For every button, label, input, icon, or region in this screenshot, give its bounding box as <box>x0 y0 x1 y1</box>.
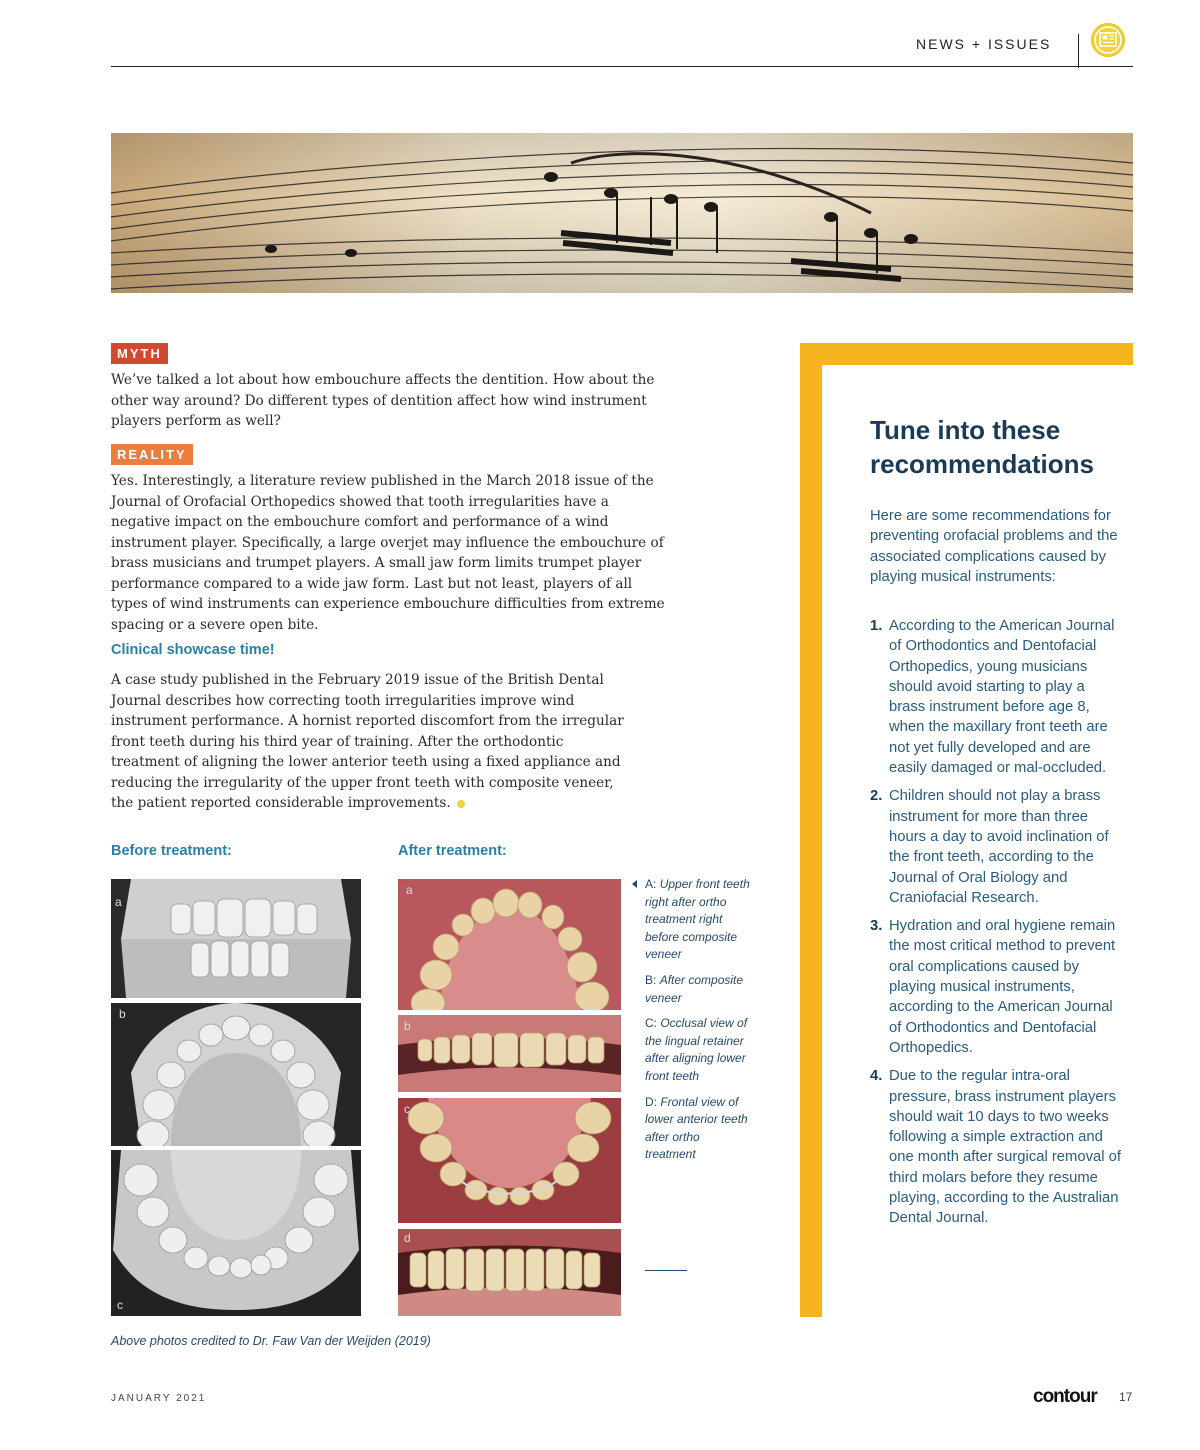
photo-letter: d <box>404 1231 411 1245</box>
page-number: 17 <box>1119 1390 1133 1404</box>
after-photo-a <box>398 879 621 1010</box>
photo-letter: a <box>115 895 122 909</box>
sidebar-intro: Here are some recommendations for preventing orofacial problems and the associated complications caused by playing musical instruments: <box>870 508 1118 585</box>
header-divider <box>1078 34 1079 68</box>
list-item: 2. Children should not play a brass instrument for more than three hours a day to avoid inclination of the front teeth, according to the Journal of Oral Biology and Craniofacial Research. <box>870 788 1109 906</box>
after-photo-b <box>398 1015 621 1092</box>
caret-left-icon <box>632 880 637 888</box>
photo-letter: b <box>404 1019 411 1033</box>
sidebar-accent-top <box>800 343 1133 365</box>
before-treatment-title: Before treatment: <box>111 843 232 859</box>
contour-logo: contour <box>1033 1386 1097 1407</box>
photo-letter: a <box>406 883 413 897</box>
footer-date: JANUARY 2021 <box>111 1393 207 1404</box>
photo-letter: b <box>119 1007 126 1021</box>
after-photo-d <box>398 1229 621 1316</box>
caption-a: A: Upper front teeth right after ortho treatment right before composite veneer <box>645 877 750 962</box>
caption-b: B: After composite veneer <box>645 972 744 1005</box>
caption-rule <box>645 1270 687 1271</box>
before-photo-a <box>111 879 361 998</box>
list-item: 1. According to the American Journal of Orthodontics and Dentofacial Orthopedics, young musicians should avoid starting to play a brass instrument before age 8, when the maxillary front teeth are not yet fully developed and are easily damaged or mal-occluded. <box>870 618 1115 777</box>
photo-letter: c <box>404 1102 410 1116</box>
section-label: NEWS + ISSUES <box>916 36 1052 52</box>
sidebar-title: Tune into these recommendations <box>870 415 1094 479</box>
showcase-title: Clinical showcase time! <box>111 642 275 658</box>
photo-captions <box>633 876 753 1172</box>
sidebar-accent-left <box>800 343 822 1317</box>
reality-label: REALITY <box>111 444 193 465</box>
before-photo-b <box>111 1003 361 1146</box>
photo-letter: c <box>117 1298 123 1312</box>
list-item: 4. Due to the regular intra-oral pressure, brass instrument players should wait 10 days to two weeks following a simple extraction and one month after surgical removal of third molars before they resume playing, according to the Australian Dental Journal. <box>870 1068 1121 1227</box>
newspaper-icon <box>1090 22 1126 58</box>
after-treatment-title: After treatment: <box>398 843 507 859</box>
header-rule <box>111 66 1133 67</box>
showcase-body: A case study published in the February 2019 issue of the British Dental Journal describes how correcting tooth irregularities improve wind instrument performance. A hornist reported discomfort from the irregular front teeth during his third year of training. After the orthodontic treatment of aligning the lower anterior teeth using a fixed appliance and reducing the irregularity of the upper front teeth with composite veneer, the patient reported considerable improvements. <box>111 672 624 811</box>
caption-c: C: Occlusal view of the lingual retainer after aligning lower front teeth <box>645 1016 748 1083</box>
end-dot-icon <box>457 800 465 808</box>
before-photo-c <box>111 1150 361 1316</box>
showcase-text <box>111 670 631 814</box>
recommendations-list <box>870 616 1125 1237</box>
caption-d: D: Frontal view of lower anterior teeth after ortho treatment <box>645 1094 748 1162</box>
after-photo-c <box>398 1098 621 1223</box>
photo-credit: Above photos credited to Dr. Faw Van der Weijden (2019) <box>111 1334 431 1348</box>
list-item: 3. Hydration and oral hygiene remain the most critical method to prevent oral complications caused by playing musical instruments, according to the American Journal of Orthodontics and Dentofacial Orthopedics. <box>870 918 1116 1056</box>
myth-label: MYTH <box>111 343 168 364</box>
reality-text: Yes. Interestingly, a literature review published in the March 2018 issue of the Journal of Orofacial Orthopedics showed that tooth irregularities have a negative impact on the embouchure comfort and performance of a wind instrument player. Specifically, a large overjet may influence the embouchure of brass musicians and trumpet players. A small jaw form limits trumpet player performance compared to a wide jaw form. Last but not least, players of all types of wind instruments can experience embouchure difficulties from extreme spacing or a severe open bite. <box>111 473 665 633</box>
sheet-music-banner <box>111 133 1133 293</box>
myth-text: We’ve talked a lot about how embouchure affects the dentition. How about the other way around? Do different types of dentition affect how wind instrument players perform as well? <box>111 372 655 429</box>
